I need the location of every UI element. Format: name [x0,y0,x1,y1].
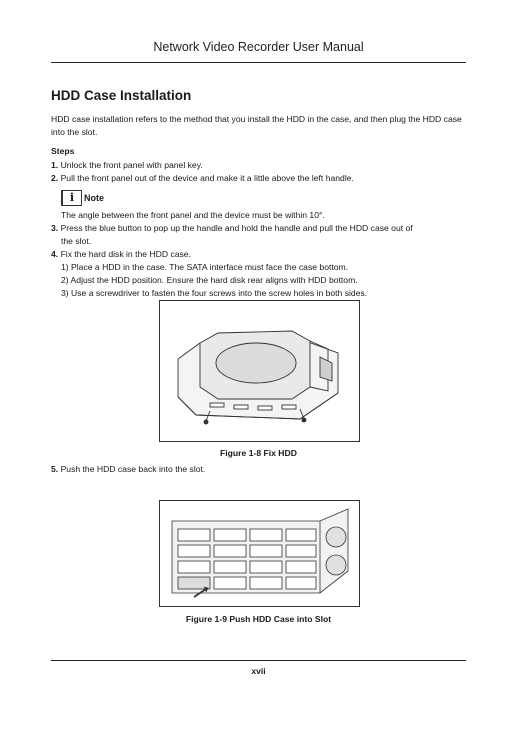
note-text: The angle between the front panel and the device must be within 10°. [61,210,325,220]
steps-heading: Steps [51,146,75,156]
step-2-text: Pull the front panel out of the device and make it a little above the left handle. [60,173,354,183]
step-2-number: 2. [51,173,59,183]
step-4-number: 4. [51,249,59,259]
step-4 [51,248,191,260]
step-3-text: Press the blue button to pop up the handle and hold the handle and pull the HDD case out of [60,223,413,233]
step-4-text: Fix the hard disk in the HDD case. [60,249,191,259]
note-callout [61,190,104,206]
section-title: HDD Case Installation [51,88,192,103]
step-3-number: 3. [51,223,59,233]
step-1-text: Unlock the front panel with panel key. [60,160,203,170]
page-number: xvii [251,666,266,676]
step-5 [51,463,205,475]
step-3 [51,222,413,234]
step-4-substep-1: 1) Place a HDD in the case. The SATA interface must face the case bottom. [61,262,349,272]
step-2 [51,172,354,184]
step-1 [51,159,203,171]
step-3-continued: the slot. [61,236,92,246]
nvr-chassis-illustration [160,501,359,606]
footer-divider [51,660,466,661]
step-5-text: Push the HDD case back into the slot. [60,464,206,474]
step-4-substep-3: 3) Use a screwdriver to fasten the four screws into the screw holes in both sides. [61,288,368,298]
step-1-number: 1. [51,160,59,170]
figure-fix-hdd [159,300,360,442]
figure-1-8-caption: Figure 1-8 Fix HDD [220,448,297,458]
figure-1-9-caption: Figure 1-9 Push HDD Case into Slot [185,614,332,624]
page-header: Network Video Recorder User Manual [153,40,364,54]
note-label: Note [84,193,104,203]
fix-hdd-illustration [160,301,359,441]
info-icon: i [61,190,82,206]
step-5-number: 5. [51,464,59,474]
intro-paragraph: HDD case installation refers to the method that you install the HDD in the case, and then plug the HDD case into the slot. [51,114,462,137]
figure-push-hdd [159,500,360,607]
step-4-substep-2: 2) Adjust the HDD position. Ensure the hard disk rear aligns with HDD bottom. [61,275,358,285]
header-divider [51,62,466,63]
